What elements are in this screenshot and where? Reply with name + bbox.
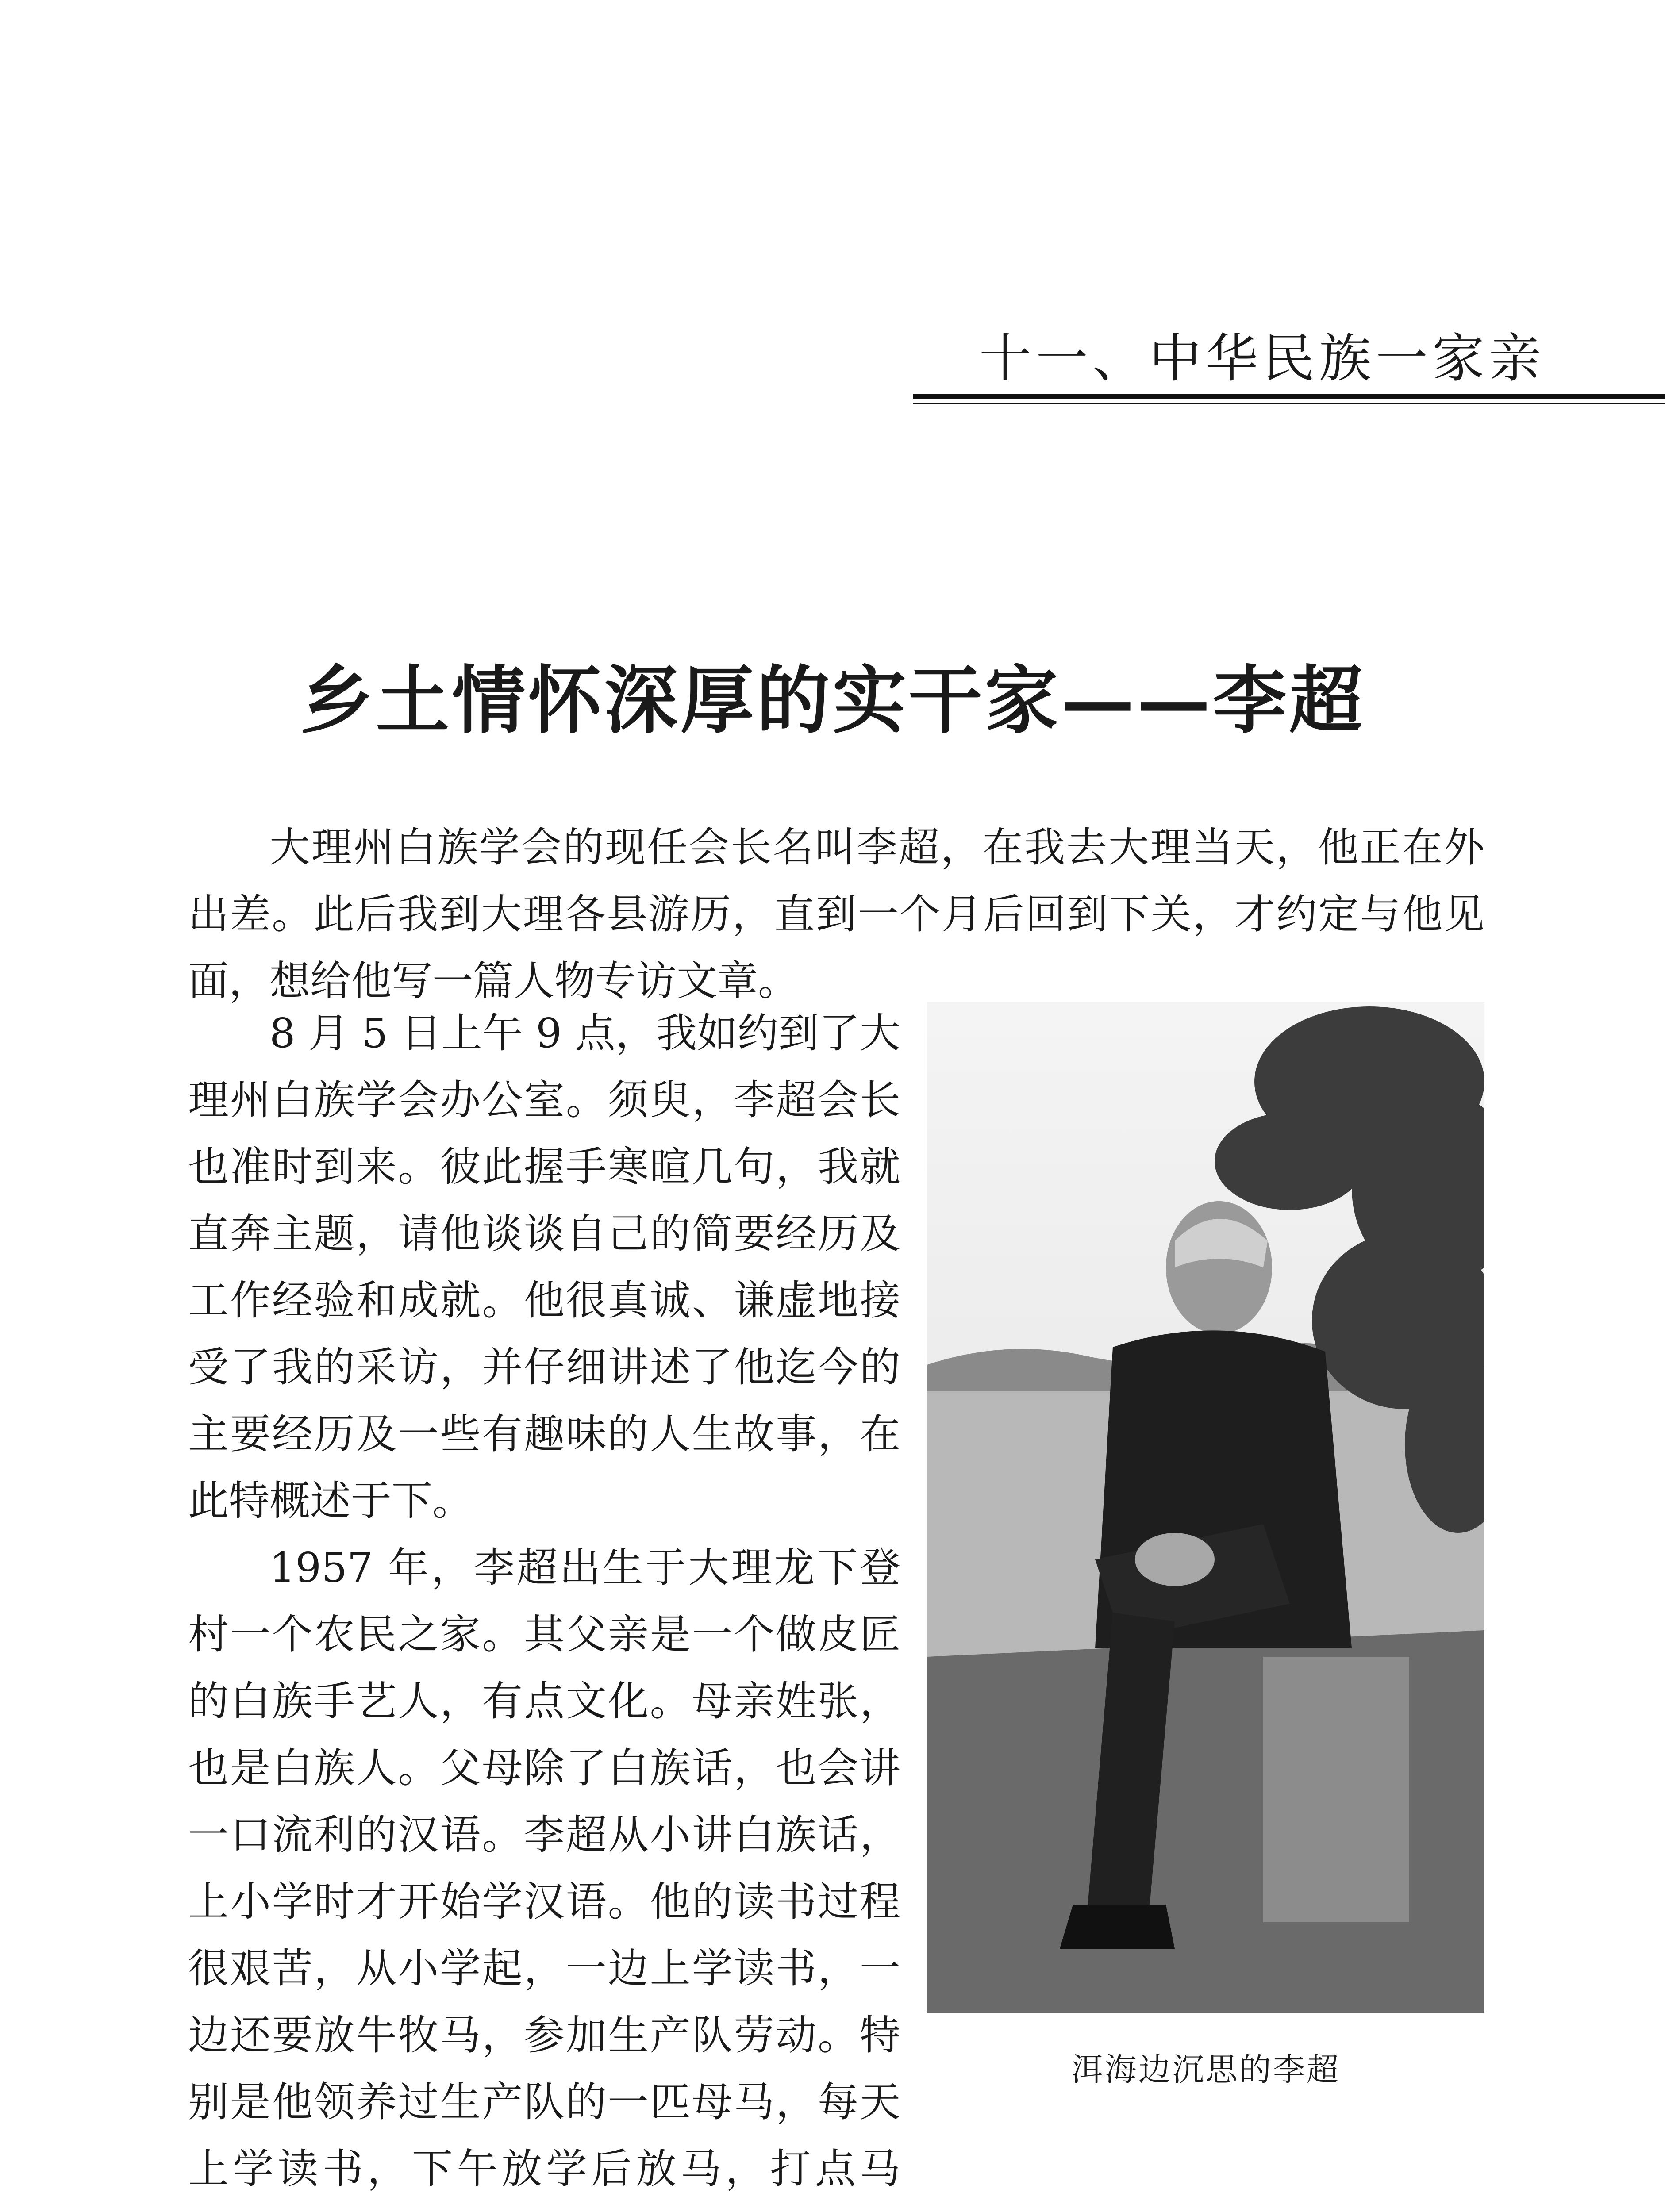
stone-seat (1263, 1657, 1409, 1922)
section-header (913, 327, 1665, 390)
paragraph: 8 月 5 日上午 9 点，我如约到了大理州白族学会办公室。须臾，李超会长也准时到来。彼此握手寒暄几句，我就直奔主题，请他谈谈自己的简要经历及工作经验和成就。他很真诚、谦虚地接受了我的采访，并仔细讲述了他迄今的主要经历及一些有趣味的人生故事，在此特概述于下。 (188, 1010, 900, 1525)
photo-illustration (927, 1002, 1484, 2013)
text-column (188, 1000, 900, 2212)
portrait-photo (927, 1002, 1484, 2013)
section-title: 十一、中华民族一家亲 (979, 328, 1546, 389)
intro-block (188, 814, 1484, 1014)
paragraph: 1957 年，李超出生于大理龙下登村一个农民之家。其父亲是一个做皮匠的白族手艺人，有点文化。母亲姓张，也是白族人。父母除了白族话，也会讲一口流利的汉语。李超从小讲白族话，上小学时才开始学汉语。他的读书过程很艰苦，从小学起，一边上学读书，一边还要放牛牧马，参加生产队劳动。特别是他领养过生产队的一匹母马，每天上学读书，下午放学后放马，打点马 (188, 1544, 900, 2193)
header-rule (913, 394, 1665, 404)
article-title: 乡土情怀深厚的实干家——李超 (300, 657, 1365, 744)
photo-caption: 洱海边沉思的李超 (1071, 2051, 1340, 2088)
intro-paragraph: 大理州白族学会的现任会长名叫李超，在我去大理当天，他正在外出差。此后我到大理各县游历，直到一个月后回到下关，才约定与他见面，想给他写一篇人物专访文章。 (188, 824, 1484, 1005)
